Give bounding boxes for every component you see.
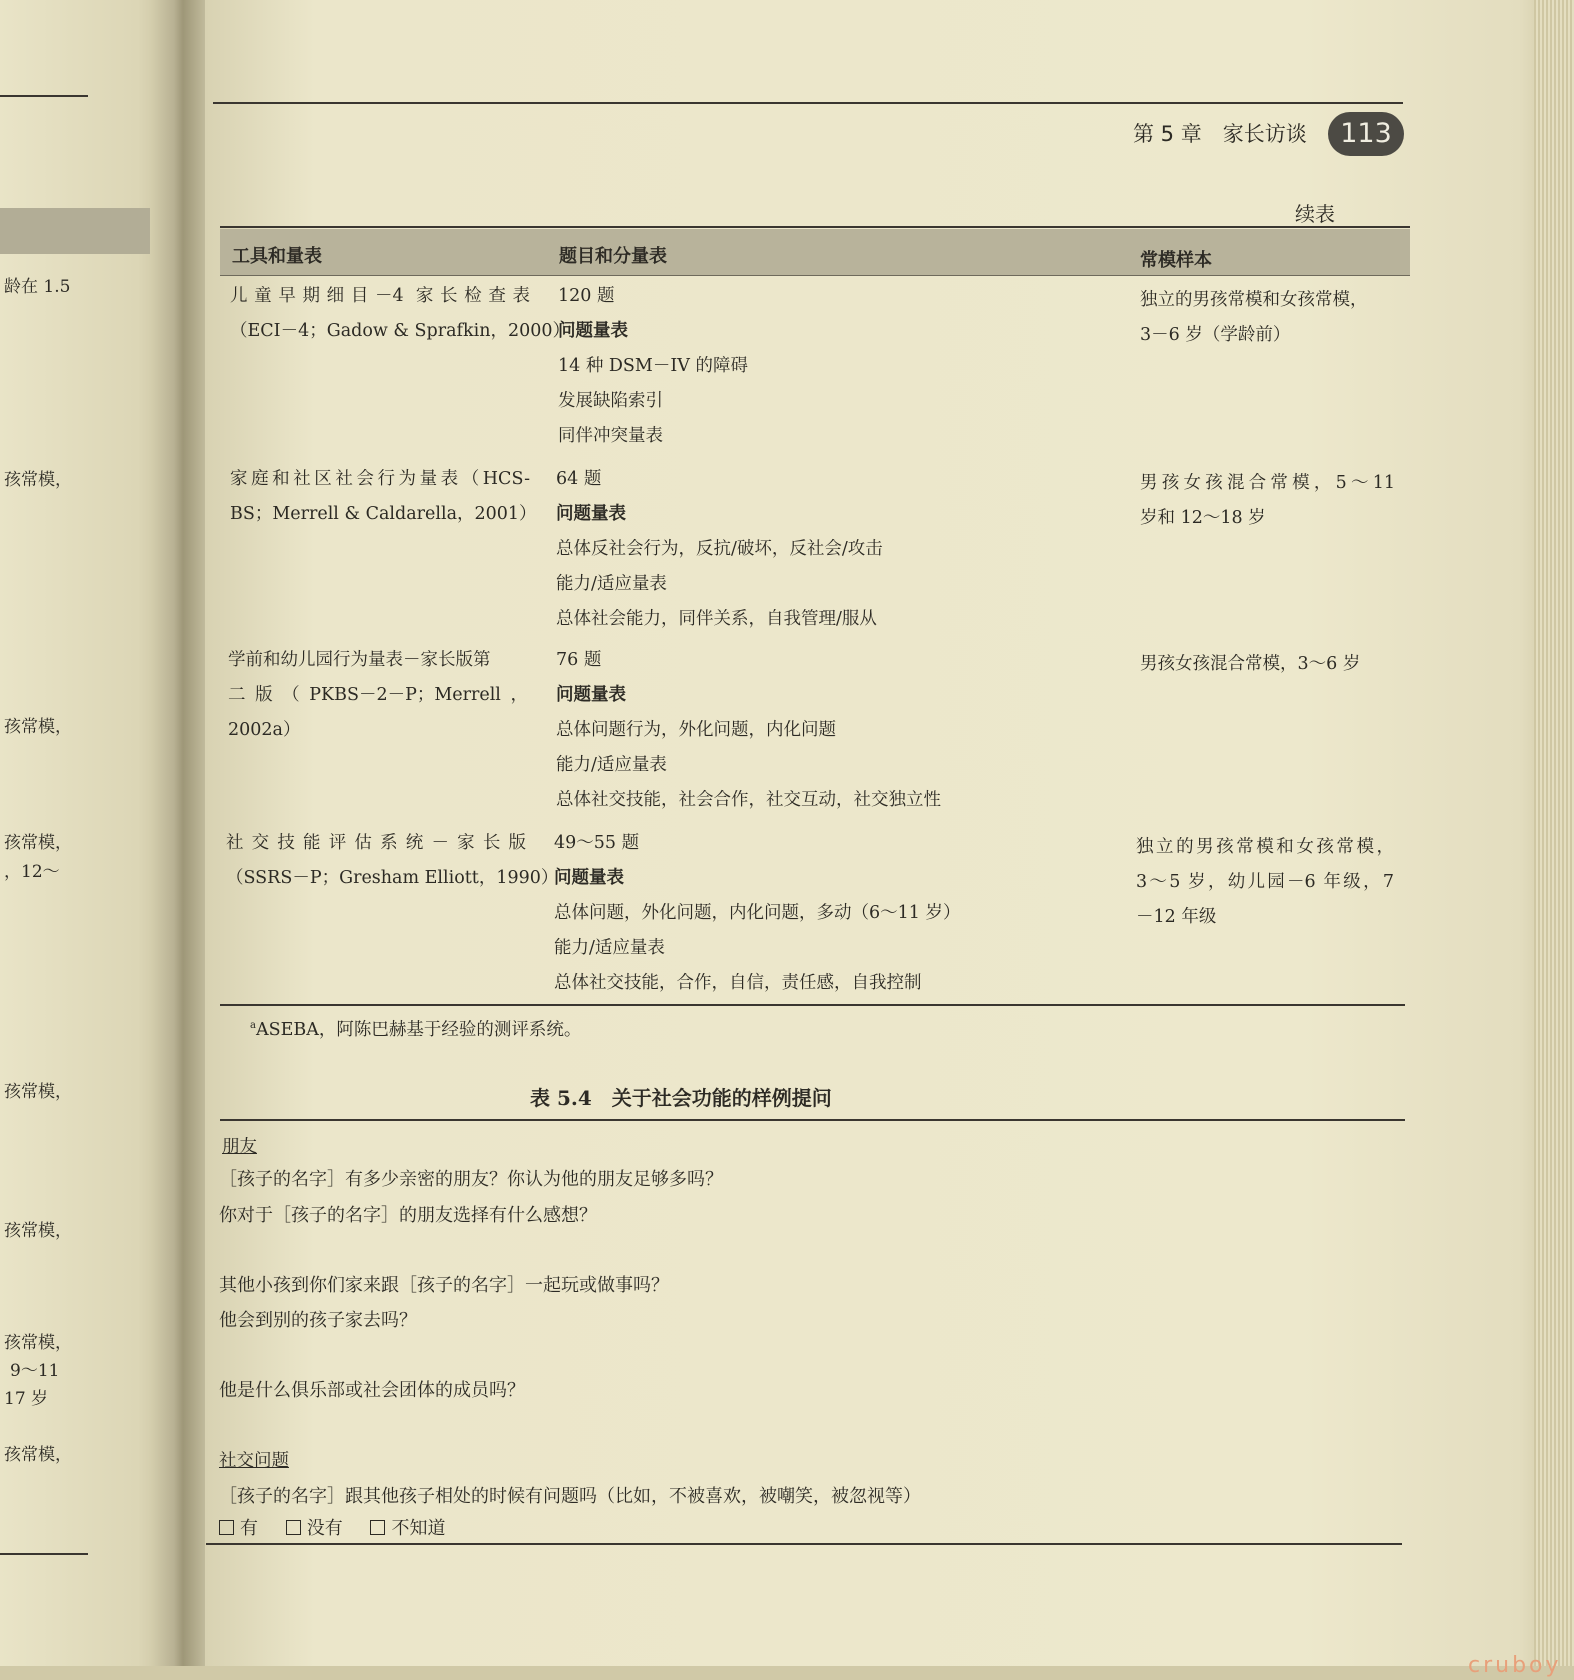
table-row-norms [1140, 647, 1360, 682]
table-row-tool [230, 279, 571, 349]
tool-line: （SSRS－P；Gresham Elliott，1990） [226, 868, 559, 888]
norm-line: 3－6 岁（学龄前） [1140, 325, 1291, 345]
tool-line: 二版（PKBS－2－P；Merrell， [228, 685, 528, 705]
norm-line: 独立的男孩常模和女孩常模， [1140, 290, 1368, 310]
item-line: 问题量表 [556, 504, 626, 524]
left-page-fragment: 孩常模， [4, 470, 72, 490]
table-5-4-title: 表 5.4 关于社会功能的样例提问 [530, 1086, 832, 1110]
checkbox-icon [219, 1520, 234, 1535]
left-page-fragment: 孩常模， [4, 1333, 72, 1353]
left-page-rule [0, 95, 88, 97]
page-number-badge: 113 [1328, 112, 1404, 156]
header-rule [213, 102, 1403, 104]
page-edge [1534, 0, 1574, 1680]
left-page-fragment: 孩常模， [4, 1082, 72, 1102]
table-5-4-top-rule [220, 1119, 1405, 1121]
norm-line: 岁和 12～18 岁 [1140, 508, 1266, 528]
watermark: cruboy [1468, 1653, 1562, 1678]
norm-line: －12 年级 [1136, 907, 1217, 927]
footnote-mark: a [250, 1020, 256, 1032]
norm-line: 独立的男孩常模和女孩常模， [1136, 837, 1394, 857]
section-heading-friends: 朋友 [222, 1137, 257, 1157]
left-page-fragment: 孩常模， [4, 1221, 72, 1241]
checkbox-icon [286, 1520, 301, 1535]
table-row-items [556, 643, 941, 818]
item-line: 能力/适应量表 [554, 938, 665, 958]
question-text: ［孩子的名字］有多少亲密的朋友？你认为他的朋友足够多吗？ [219, 1169, 723, 1190]
item-line: 问题量表 [558, 321, 628, 341]
table-row-norms [1140, 283, 1395, 353]
column-header-items: 题目和分量表 [559, 246, 667, 267]
column-header-norms: 常模样本 [1140, 250, 1212, 271]
table-row-items [558, 279, 748, 454]
table-row-items [556, 462, 883, 637]
item-line: 14 种 DSM－IV 的障碍 [558, 356, 748, 376]
option-yes[interactable] [219, 1518, 258, 1539]
left-page-fragment: 9～11 [10, 1361, 60, 1381]
chapter-title: 第 5 章 家长访谈 [1133, 122, 1307, 146]
table-row-items [554, 826, 960, 1001]
left-page-fragment: 孩常模， [4, 833, 72, 853]
left-page-header-band [0, 208, 160, 254]
table-5-4-bottom-rule [206, 1543, 1402, 1545]
footnote-text: ASEBA，阿陈巴赫基于经验的测评系统。 [255, 1020, 582, 1040]
norm-line: 男孩女孩混合常模，5～11 [1140, 473, 1395, 493]
table-header [220, 229, 1410, 276]
option-label: 没有 [306, 1518, 343, 1539]
left-page-fragment: 17 岁 [4, 1389, 49, 1409]
item-line: 120 题 [558, 286, 615, 306]
tool-line: 家庭和社区社会行为量表（HCS- [230, 469, 530, 489]
left-page-fragment: 龄在 1.5 [4, 277, 71, 297]
left-page-rule [0, 1553, 88, 1555]
tool-line: 学前和幼儿园行为量表－家长版第 [228, 650, 491, 670]
question-text: ［孩子的名字］跟其他孩子相处的时候有问题吗（比如，不被喜欢，被嘲笑，被忽视等） [219, 1486, 921, 1507]
table-row-norms [1136, 830, 1394, 935]
tool-line: 2002a） [228, 720, 301, 740]
table-row-norms [1140, 466, 1395, 536]
table-footnote [250, 1016, 581, 1041]
item-line: 能力/适应量表 [556, 755, 667, 775]
answer-options [219, 1514, 467, 1540]
table-row-tool [228, 643, 528, 748]
left-page-fragment: 孩常模， [4, 1445, 72, 1465]
item-line: 问题量表 [554, 868, 624, 888]
tool-line: 社交技能评估系统－家长版 [226, 833, 526, 853]
item-line: 总体问题行为，外化问题，内化问题 [556, 720, 836, 740]
column-header-tool: 工具和量表 [232, 246, 322, 267]
question-text: 其他小孩到你们家来跟［孩子的名字］一起玩或做事吗？ [219, 1275, 669, 1296]
option-label: 不知道 [391, 1518, 446, 1539]
bottom-edge [0, 1666, 1574, 1680]
item-line: 76 题 [556, 650, 602, 670]
table-row-tool [230, 462, 537, 532]
item-line: 总体问题，外化问题，内化问题，多动（6～11 岁） [554, 903, 961, 923]
checkbox-icon [370, 1520, 385, 1535]
norm-line: 男孩女孩混合常模，3～6 岁 [1140, 654, 1361, 674]
item-line: 同伴冲突量表 [558, 426, 663, 446]
section-heading-social-problems: 社交问题 [219, 1451, 289, 1471]
question-text: 他会到别的孩子家去吗？ [219, 1310, 417, 1331]
left-page-fragment: 孩常模， [4, 717, 72, 737]
item-line: 总体社交技能，合作，自信，责任感，自我控制 [554, 973, 922, 993]
norm-line: 3～5 岁，幼儿园－6 年级，7 [1136, 872, 1394, 892]
tool-line: 儿童早期细目－4 家长检查表 [230, 286, 530, 306]
tool-line: BS；Merrell & Caldarella，2001） [230, 504, 537, 524]
option-dont-know[interactable] [370, 1518, 445, 1539]
table-top-rule [220, 226, 1410, 228]
table-row-tool [226, 826, 559, 896]
book-gutter [150, 0, 210, 1680]
question-text: 你对于［孩子的名字］的朋友选择有什么感想？ [219, 1205, 597, 1226]
question-text: 他是什么俱乐部或社会团体的成员吗？ [219, 1380, 525, 1401]
item-line: 64 题 [556, 469, 602, 489]
option-no[interactable] [286, 1518, 343, 1539]
item-line: 发展缺陷索引 [558, 391, 663, 411]
continued-label: 续表 [1295, 202, 1335, 226]
item-line: 总体反社会行为，反抗/破坏，反社会/攻击 [556, 539, 883, 559]
option-label: 有 [240, 1518, 258, 1539]
table-bottom-rule [220, 1004, 1405, 1006]
item-line: 能力/适应量表 [556, 574, 667, 594]
tool-line: （ECI－4；Gadow & Sprafkin，2000） [230, 321, 571, 341]
item-line: 问题量表 [556, 685, 626, 705]
left-page [0, 0, 172, 1680]
item-line: 总体社交技能，社会合作，社交互动，社交独立性 [556, 790, 941, 810]
item-line: 49～55 题 [554, 833, 640, 853]
item-line: 总体社会能力，同伴关系，自我管理/服从 [556, 609, 877, 629]
left-page-fragment: ，12～ [4, 862, 60, 882]
